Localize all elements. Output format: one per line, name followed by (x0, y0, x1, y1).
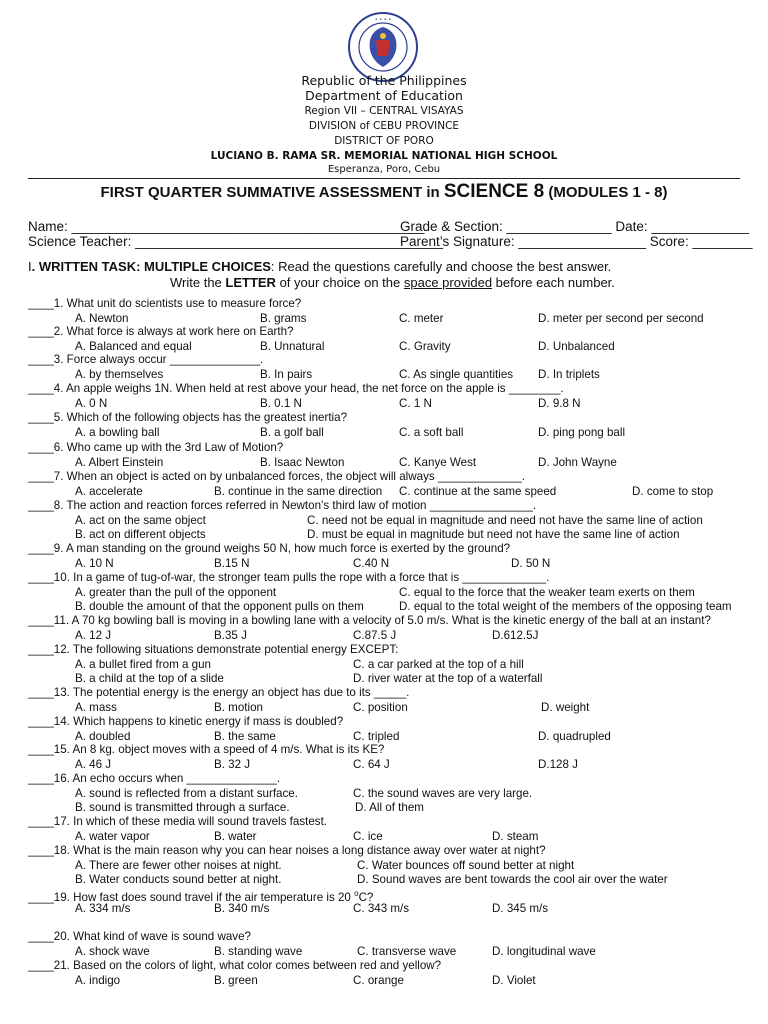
instr-prefix: I (28, 259, 32, 274)
question-17-choice-a: A. water vapor (75, 830, 150, 843)
instr-bold: . WRITTEN TASK: MULTIPLE CHOICES (31, 259, 271, 274)
question-4-choice-c: C. 1 N (399, 397, 432, 410)
question-19-choice-c: C. 343 m/s (353, 902, 410, 915)
page-title (0, 181, 768, 203)
header-republic: Republic of the Philippines (301, 73, 467, 88)
question-16: ____16. An echo occurs when ______________. (28, 772, 281, 785)
question-7-choice-b: B. continue in the same direction (214, 485, 383, 498)
header-address: Esperanza, Poro, Cebu (327, 164, 441, 175)
question-7: ____7. When an object is acted on by unbalanced forces, the object will always _____________. (28, 470, 525, 483)
header-district: DISTRICT OF PORO (334, 135, 434, 147)
parent-score-field: Parent’s Signature: _________________ Score: ________ (400, 234, 753, 249)
question-8-choice-c: B. act on different objects (75, 528, 206, 541)
question-12-choice-c: B. a child at the top of a slide (75, 672, 224, 685)
question-13-choice-c: C. position (353, 701, 408, 714)
header-school: LUCIANO B. RAMA SR. MEMORIAL NATIONAL HIGH SCHOOL (210, 150, 558, 162)
title-subject: SCIENCE 8 (443, 181, 545, 202)
title-pre: FIRST QUARTER SUMMATIVE ASSESSMENT in (100, 184, 444, 201)
question-12-choice-d: D. river water at the top of a waterfall (353, 672, 543, 685)
question-10-choice-d: D. equal to the total weight of the members of the opposing team (399, 600, 732, 613)
question-15-choice-d: D.128 J (538, 758, 578, 771)
question-20-choice-b: B. standing wave (214, 945, 303, 958)
question-3-choice-c: C. As single quantities (399, 368, 514, 381)
question-11: ____11. A 70 kg bowling ball is moving in a bowling lane with a velocity of 5.0 m/s. What is the kinetic energy of the ball at an instant? (28, 614, 711, 627)
question-21-choice-d: D. Violet (492, 974, 536, 987)
question-16-choice-b: C. the sound waves are very large. (353, 787, 533, 800)
question-5-choice-b: B. a golf ball (260, 426, 324, 439)
question-19-choice-d: D. 345 m/s (492, 902, 549, 915)
question-5-choice-d: D. ping pong ball (538, 426, 626, 439)
question-5: ____5. Which of the following objects has the greatest inertia? (28, 411, 348, 424)
question-1-choice-c: C. meter (399, 312, 444, 325)
question-1-choice-b: B. grams (260, 312, 307, 325)
question-10-choice-a: A. greater than the pull of the opponent (75, 586, 277, 599)
header-department: Department of Education (305, 88, 463, 103)
grade-date-field: Grade & Section: ______________ Date: _____________ (400, 219, 750, 234)
question-3-choice-a: A. by themselves (75, 368, 164, 381)
question-21-choice-b: B. green (214, 974, 258, 987)
question-13: ____13. The potential energy is the energy an object has due to its _____. (28, 686, 410, 699)
question-19-choice-a: A. 334 m/s (75, 902, 131, 915)
question-5-choice-c: C. a soft ball (399, 426, 464, 439)
question-3-choice-b: B. In pairs (260, 368, 313, 381)
question-18-choice-c: B. Water conducts sound better at night. (75, 873, 282, 886)
question-14-choice-b: B. the same (214, 730, 276, 743)
question-12: ____12. The following situations demonstrate potential energy EXCEPT: (28, 643, 399, 656)
question-9: ____9. A man standing on the ground weighs 50 N, how much force is exerted by the ground? (28, 542, 511, 555)
question-7-choice-a: A. accelerate (75, 485, 143, 498)
question-21: ____21. Based on the colors of light, what color comes between red and yellow? (28, 959, 442, 972)
question-10: ____10. In a game of tug-of-war, the stronger team pulls the rope with a force that is _____________. (28, 571, 550, 584)
title-post: (MODULES 1 - 8) (544, 184, 668, 201)
question-20-choice-d: D. longitudinal wave (492, 945, 596, 958)
question-17: ____17. In which of these media will sound travels fastest. (28, 815, 328, 828)
question-18-choice-b: C. Water bounces off sound better at night (357, 859, 575, 872)
question-12-choice-a: A. a bullet fired from a gun (75, 658, 211, 671)
question-13-choice-d: D. weight (541, 701, 590, 714)
question-10-choice-b: C. equal to the force that the weaker team exerts on them (399, 586, 695, 599)
instr2-bold: LETTER (225, 275, 276, 290)
question-1-choice-a: A. Newton (75, 312, 129, 325)
question-9-choice-b: B.15 N (214, 557, 250, 570)
question-13-choice-a: A. mass (75, 701, 117, 714)
question-16-choice-a: A. sound is reflected from a distant surface. (75, 787, 298, 800)
question-1: ____1. What unit do scientists use to measure force? (28, 297, 302, 310)
header-division: DIVISION of CEBU PROVINCE (308, 120, 460, 132)
question-21-choice-c: C. orange (353, 974, 404, 987)
question-15-choice-c: C. 64 J (353, 758, 390, 771)
question-19-choice-b: B. 340 m/s (214, 902, 270, 915)
question-2-choice-a: A. Balanced and equal (75, 340, 192, 353)
name-field: Name: _______________________________________________ (28, 219, 425, 234)
question-7-choice-c: C. continue at the same speed (399, 485, 557, 498)
question-7-choice-d: D. come to stop (632, 485, 714, 498)
question-21-choice-a: A. indigo (75, 974, 121, 987)
instr2-underline: space provided (403, 275, 493, 290)
question-8-choice-b: C. need not be equal in magnitude and need not have the same line of action (307, 514, 703, 527)
question-15-choice-b: B. 32 J (214, 758, 251, 771)
question-4: ____4. An apple weighs 1N. When held at rest above your head, the net force on the apple is ________. (28, 382, 564, 395)
question-11-choice-d: D.612.5J (492, 629, 539, 642)
question-2-choice-d: D. Unbalanced (538, 340, 615, 353)
question-18-choice-d: D. Sound waves are bent towards the cool air over the water (357, 873, 668, 886)
question-2-choice-c: C. Gravity (399, 340, 451, 353)
question-15-choice-a: A. 46 J (75, 758, 112, 771)
header-region: Region VII – CENTRAL VISAYAS (304, 105, 464, 117)
question-8-choice-d: D. must be equal in magnitude but need not have the same line of action (307, 528, 680, 541)
question-14-choice-c: C. tripled (353, 730, 400, 743)
question-3-choice-d: D. In triplets (538, 368, 600, 381)
question-4-choice-d: D. 9.8 N (538, 397, 581, 410)
teacher-field: Science Teacher: _________________________________________ (28, 234, 443, 249)
question-5-choice-a: A. a bowling ball (75, 426, 160, 439)
question-11-choice-b: B.35 J (214, 629, 247, 642)
question-20: ____20. What kind of wave is sound wave? (28, 930, 251, 943)
question-6-choice-b: B. Isaac Newton (260, 456, 345, 469)
question-2: ____2. What force is always at work here on Earth? (28, 325, 294, 338)
question-11-choice-c: C.87.5 J (353, 629, 397, 642)
question-6-choice-c: C. Kanye West (399, 456, 477, 469)
instr2-post: before each number. (492, 275, 615, 290)
instr2-mid: of your choice on the (275, 275, 404, 290)
header-divider (28, 178, 740, 179)
question-18-choice-a: A. There are fewer other noises at night. (75, 859, 282, 872)
question-14: ____14. Which happens to kinetic energy if mass is doubled? (28, 715, 344, 728)
svg-text:• • • •: • • • • (374, 17, 392, 23)
question-9-choice-d: D. 50 N (511, 557, 551, 570)
question-4-choice-b: B. 0.1 N (260, 397, 302, 410)
question-3: ____3. Force always occur ______________. (28, 353, 264, 366)
question-8: ____8. The action and reaction forces referred in Newton’s third law of motion ________________. (28, 499, 537, 512)
question-19: ____19. How fast does sound travel if the air temperature is 20 $^o$C? (28, 889, 374, 904)
question-14-choice-a: A. doubled (75, 730, 131, 743)
question-17-choice-c: C. ice (353, 830, 383, 843)
question-11-choice-a: A. 12 J (75, 629, 112, 642)
instr2-pre: Write the (170, 275, 226, 290)
question-12-choice-b: C. a car parked at the top of a hill (353, 658, 524, 671)
question-8-choice-a: A. act on the same object (75, 514, 206, 527)
question-18: ____18. What is the main reason why you can hear noises a long distance away over water at night? (28, 844, 546, 857)
question-6: ____6. Who came up with the 3rd Law of Motion? (28, 441, 284, 454)
question-2-choice-b: B. Unnatural (260, 340, 325, 353)
question-9-choice-c: C.40 N (353, 557, 390, 570)
instr-rest: : Read the questions carefully and choose the best answer. (270, 259, 612, 274)
question-16-choice-d: D. All of them (355, 801, 424, 814)
question-17-choice-d: D. steam (492, 830, 539, 843)
question-20-choice-c: C. transverse wave (357, 945, 457, 958)
deped-seal-logo (348, 12, 418, 82)
question-15: ____15. An 8 kg. object moves with a speed of 4 m/s. What is its KE? (28, 743, 385, 756)
question-6-choice-d: D. John Wayne (538, 456, 617, 469)
instruction-line-1 (28, 259, 611, 274)
question-6-choice-a: A. Albert Einstein (75, 456, 164, 469)
question-10-choice-c: B. double the amount of that the opponent pulls on them (75, 600, 364, 613)
question-13-choice-b: B. motion (214, 701, 263, 714)
question-9-choice-a: A. 10 N (75, 557, 114, 570)
instruction-line-2 (170, 275, 615, 290)
question-14-choice-d: D. quadrupled (538, 730, 611, 743)
question-1-choice-d: D. meter per second per second (538, 312, 704, 325)
question-4-choice-a: A. 0 N (75, 397, 108, 410)
question-16-choice-c: B. sound is transmitted through a surface. (75, 801, 290, 814)
question-20-choice-a: A. shock wave (75, 945, 150, 958)
question-17-choice-b: B. water (214, 830, 257, 843)
